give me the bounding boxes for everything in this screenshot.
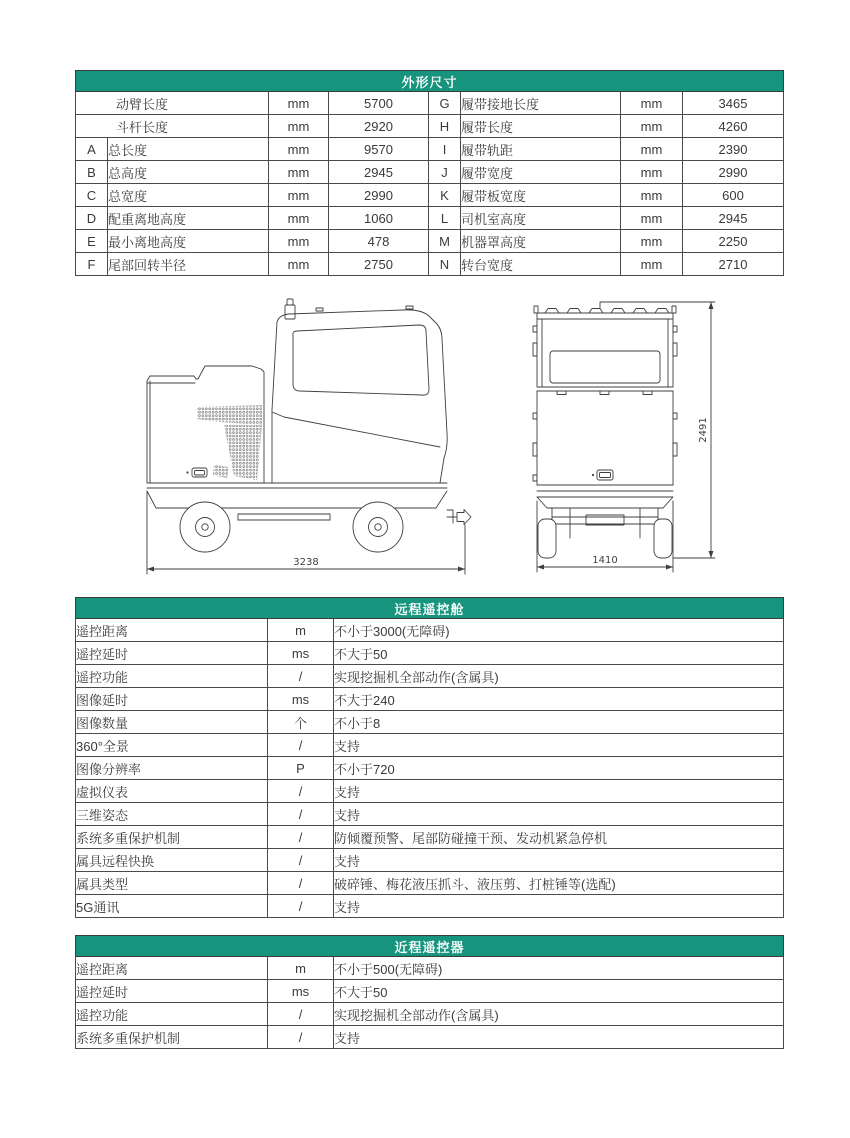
spec-value: 防倾覆预警、尾部防碰撞干预、发动机紧急停机: [334, 826, 784, 849]
side-roof-fitting-2: [406, 306, 413, 309]
side-access-handle-inner: [195, 471, 205, 476]
spec-name: 遥控延时: [76, 980, 268, 1003]
spec-name: 遥控距离: [76, 619, 268, 642]
dim-letter: A: [76, 138, 108, 161]
rear-handle-dot: [592, 474, 594, 476]
spec-value: 支持: [334, 849, 784, 872]
spec-value: 支持: [334, 1026, 784, 1049]
table-row: [76, 957, 784, 980]
remote-cabin-table-header: [76, 598, 784, 619]
dim-value: 2390: [683, 138, 784, 161]
dim-unit: mm: [269, 253, 329, 276]
table-row: [76, 665, 784, 688]
rear-hinge-marks: [533, 326, 677, 481]
table-row: [76, 780, 784, 803]
spec-value: 不小于720: [334, 757, 784, 780]
table-row: [76, 115, 784, 138]
side-antenna-cap: [287, 299, 293, 305]
dim-value: 3465: [683, 92, 784, 115]
side-deck: [147, 483, 447, 508]
dim-value: 9570: [329, 138, 429, 161]
dim-letter: D: [76, 207, 108, 230]
side-wheel-rear: [353, 502, 403, 552]
spec-unit: /: [268, 734, 334, 757]
rear-frame: [552, 508, 658, 538]
spec-value: 支持: [334, 734, 784, 757]
rear-sill-tab-2: [600, 391, 609, 395]
spec-unit: /: [268, 826, 334, 849]
near-remote-table: [75, 935, 784, 1049]
table-row: [76, 207, 784, 230]
dim-letter: I: [429, 138, 461, 161]
dimensions-table-title: 外形尺寸: [76, 71, 784, 92]
spec-unit: 个: [268, 711, 334, 734]
dim-value: 4260: [683, 115, 784, 138]
spec-name: 属具远程快换: [76, 849, 268, 872]
rear-sill-tab-1: [557, 391, 566, 395]
table-row: [76, 688, 784, 711]
rear-body-panel: [537, 391, 673, 485]
dim-value: 2990: [683, 161, 784, 184]
spec-value: 支持: [334, 895, 784, 918]
dim-unit: mm: [269, 92, 329, 115]
spec-name: 遥控功能: [76, 665, 268, 688]
side-tow-hitch-arrow: [457, 510, 471, 525]
table-row: [76, 253, 784, 276]
rear-wheel-right: [654, 519, 672, 558]
spec-unit: P: [268, 757, 334, 780]
dim-value: 2945: [329, 161, 429, 184]
table-row: [76, 734, 784, 757]
dim-value: 2920: [329, 115, 429, 138]
spec-value: 支持: [334, 803, 784, 826]
dim-name: 转台宽度: [461, 253, 621, 276]
dim-value: 2750: [329, 253, 429, 276]
table-row: [76, 980, 784, 1003]
spec-name: 系统多重保护机制: [76, 1026, 268, 1049]
table-row: [76, 1003, 784, 1026]
dim-value: 5700: [329, 92, 429, 115]
dim-letter: N: [429, 253, 461, 276]
dim-name: 动臂长度: [76, 92, 269, 115]
spec-name: 遥控距离: [76, 957, 268, 980]
dim-letter: G: [429, 92, 461, 115]
dim-name: 机器罩高度: [461, 230, 621, 253]
dim-letter: H: [429, 115, 461, 138]
table-row: [76, 757, 784, 780]
dim-value: 1060: [329, 207, 429, 230]
table-row: [76, 849, 784, 872]
spec-name: 图像分辨率: [76, 757, 268, 780]
dim-name: 最小离地高度: [108, 230, 269, 253]
spec-name: 系统多重保护机制: [76, 826, 268, 849]
rear-roof-bumps: [545, 309, 669, 314]
dim-letter: M: [429, 230, 461, 253]
dim-unit: mm: [269, 161, 329, 184]
side-axle-bar: [238, 514, 330, 520]
rear-sill-tab-3: [643, 391, 652, 395]
table-row: [76, 184, 784, 207]
dim-unit: mm: [621, 230, 683, 253]
dim-value: 2990: [329, 184, 429, 207]
spec-name: 图像延时: [76, 688, 268, 711]
rear-width-dimension-label: 1410: [592, 555, 618, 566]
dim-unit: mm: [621, 138, 683, 161]
dim-name: 履带板宽度: [461, 184, 621, 207]
spec-unit: /: [268, 895, 334, 918]
dimensions-table-header: [76, 71, 784, 92]
spec-unit: ms: [268, 980, 334, 1003]
side-rear-body-lines: [147, 381, 195, 483]
rear-roof-knob-left: [534, 306, 538, 313]
rear-frame-center-box: [586, 515, 624, 525]
rear-handle-inner: [600, 473, 611, 478]
table-row: [76, 826, 784, 849]
near-remote-table-header: [76, 936, 784, 957]
dim-letter: L: [429, 207, 461, 230]
side-view-drawing: [140, 295, 480, 585]
dim-name: 斗杆长度: [76, 115, 269, 138]
spec-value: 破碎锤、梅花液压抓斗、液压剪、打桩锤等(选配): [334, 872, 784, 895]
spec-value: 不大于240: [334, 688, 784, 711]
rear-view-drawing: [525, 295, 725, 585]
dim-letter: F: [76, 253, 108, 276]
table-row: [76, 642, 784, 665]
dim-name: 履带接地长度: [461, 92, 621, 115]
spec-value: 不小于8: [334, 711, 784, 734]
spec-name: 360°全景: [76, 734, 268, 757]
dim-unit: mm: [269, 207, 329, 230]
dim-name: 总宽度: [108, 184, 269, 207]
spec-name: 虚拟仪表: [76, 780, 268, 803]
spec-name: 图像数量: [76, 711, 268, 734]
table-row: [76, 895, 784, 918]
remote-cabin-table: [75, 597, 784, 918]
spec-name: 遥控功能: [76, 1003, 268, 1026]
spec-unit: /: [268, 1026, 334, 1049]
table-row: [76, 1026, 784, 1049]
spec-name: 属具类型: [76, 872, 268, 895]
dim-name: 总长度: [108, 138, 269, 161]
rear-window: [550, 351, 660, 383]
spec-name: 三维姿态: [76, 803, 268, 826]
dim-value: 600: [683, 184, 784, 207]
spec-value: 不大于50: [334, 642, 784, 665]
rear-roof-knob-right: [672, 306, 676, 313]
spec-unit: /: [268, 803, 334, 826]
dim-unit: mm: [621, 207, 683, 230]
dim-value: 2710: [683, 253, 784, 276]
spec-unit: m: [268, 957, 334, 980]
dim-unit: mm: [621, 92, 683, 115]
dim-unit: mm: [621, 253, 683, 276]
side-cab-window: [293, 325, 429, 395]
side-roof-fitting: [316, 308, 323, 311]
dim-letter: K: [429, 184, 461, 207]
spec-value: 支持: [334, 780, 784, 803]
dim-name: 配重离地高度: [108, 207, 269, 230]
spec-unit: ms: [268, 688, 334, 711]
dim-value: 478: [329, 230, 429, 253]
table-row: [76, 138, 784, 161]
spec-name: 遥控延时: [76, 642, 268, 665]
dim-unit: mm: [621, 184, 683, 207]
dim-value: 2945: [683, 207, 784, 230]
rear-wheel-left: [538, 519, 556, 558]
table-row: [76, 711, 784, 734]
side-length-dimension-label: 3238: [293, 557, 319, 568]
remote-cabin-table-title: 远程遥控舱: [76, 598, 784, 619]
dim-name: 司机室高度: [461, 207, 621, 230]
dim-unit: mm: [269, 230, 329, 253]
dimensions-table: [75, 70, 784, 276]
table-row: [76, 161, 784, 184]
spec-value: 不小于500(无障碍): [334, 957, 784, 980]
side-tow-hitch: [447, 510, 457, 523]
spec-unit: /: [268, 780, 334, 803]
dim-unit: mm: [269, 184, 329, 207]
side-antenna: [285, 305, 295, 319]
dim-letter: J: [429, 161, 461, 184]
side-cab-crease: [272, 412, 440, 447]
spec-value: 不小于3000(无障碍): [334, 619, 784, 642]
dim-letter: C: [76, 184, 108, 207]
spec-unit: m: [268, 619, 334, 642]
dim-name: 履带轨距: [461, 138, 621, 161]
dim-unit: mm: [269, 115, 329, 138]
side-wheel-front: [180, 502, 230, 552]
table-row: [76, 803, 784, 826]
dim-value: 2250: [683, 230, 784, 253]
spec-value: 不大于50: [334, 980, 784, 1003]
spec-name: 5G通讯: [76, 895, 268, 918]
table-row: [76, 619, 784, 642]
dim-letter: B: [76, 161, 108, 184]
spec-unit: /: [268, 1003, 334, 1026]
dim-unit: mm: [621, 161, 683, 184]
dim-name: 总高度: [108, 161, 269, 184]
side-handle-dot: [186, 471, 188, 473]
table-row: [76, 92, 784, 115]
dim-unit: mm: [269, 138, 329, 161]
rear-height-dimension-label: 2491: [698, 417, 709, 443]
spec-unit: /: [268, 849, 334, 872]
dim-name: 履带长度: [461, 115, 621, 138]
dim-letter: E: [76, 230, 108, 253]
rear-upper-section: [537, 313, 673, 391]
table-row: [76, 872, 784, 895]
near-remote-table-title: 近程遥控器: [76, 936, 784, 957]
spec-unit: ms: [268, 642, 334, 665]
side-cab-outline: [272, 310, 447, 483]
dim-name: 尾部回转半径: [108, 253, 269, 276]
dim-name: 履带宽度: [461, 161, 621, 184]
spec-value: 实现挖掘机全部动作(含属具): [334, 1003, 784, 1026]
spec-unit: /: [268, 665, 334, 688]
rear-bumper: [537, 485, 673, 508]
spec-value: 实现挖掘机全部动作(含属具): [334, 665, 784, 688]
spec-unit: /: [268, 872, 334, 895]
dim-unit: mm: [621, 115, 683, 138]
table-row: [76, 230, 784, 253]
